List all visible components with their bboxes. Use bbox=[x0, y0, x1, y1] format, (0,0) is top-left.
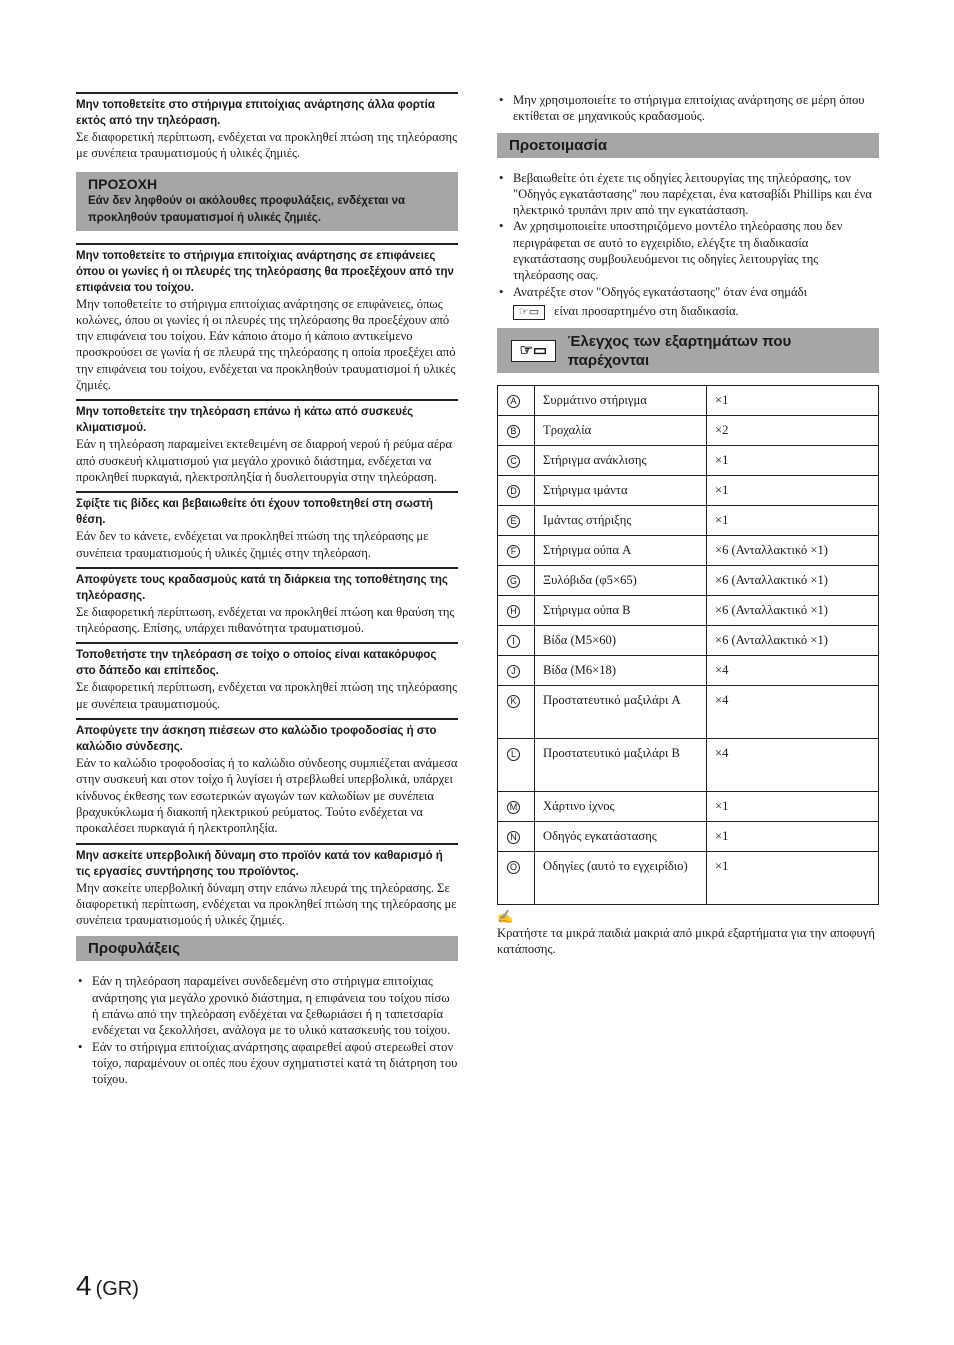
part-letter-cell bbox=[498, 851, 535, 904]
warning-heading: Μην τοποθετείτε την τηλεόραση επάνω ή κάτω από συσκευές κλιματισμού. bbox=[76, 406, 414, 435]
table-row bbox=[498, 791, 879, 821]
table-row bbox=[498, 475, 879, 505]
part-letter: D bbox=[507, 485, 520, 498]
parts-table-body bbox=[498, 385, 879, 904]
part-letter: N bbox=[507, 831, 520, 844]
part-letter-cell bbox=[498, 595, 535, 625]
table-row bbox=[498, 445, 879, 475]
part-name: Βίδα (M6×18) bbox=[535, 655, 707, 685]
table-row bbox=[498, 385, 879, 415]
part-quantity: ×1 bbox=[707, 445, 879, 475]
part-name: Στήριγμα ιμάντα bbox=[535, 475, 707, 505]
part-letter-cell bbox=[498, 791, 535, 821]
warning-heading: Μην ασκείτε υπερβολική δύναμη στο προϊόν κατά τον καθαρισμό ή τις εργασίες συντήρησης του προϊόντος. bbox=[76, 849, 443, 878]
table-row bbox=[498, 535, 879, 565]
warning-block bbox=[76, 642, 458, 712]
warning-heading: Μην τοποθετείτε στο στήριγμα επιτοίχιας ανάρτησης άλλα φορτία εκτός από την τηλεόραση. bbox=[76, 99, 435, 127]
list-item: • Εάν το στήριγμα επιτοίχιας ανάρτησης αφαιρεθεί αφού στερεωθεί στον τοίχο, παραμένουν οι οπές που έχουν σχηματιστεί κατά τη διάτρηση του τοίχου. bbox=[76, 1039, 458, 1088]
part-letter-cell bbox=[498, 738, 535, 791]
list-item: • Βεβαιωθείτε ότι έχετε τις οδηγίες λειτουργίας της τηλεόρασης, τον "Οδηγός εγκατάστασης" που παρέχεται, ένα κατσαβίδι Phillips και ένα ηλεκτρικό τρυπάνι πριν από την εγκατάσταση. bbox=[497, 170, 879, 219]
warning-block bbox=[76, 399, 458, 485]
part-name: Οδηγίες (αυτό το εγχειρίδιο) bbox=[535, 851, 707, 904]
part-quantity: ×1 bbox=[707, 475, 879, 505]
caution-box bbox=[76, 172, 458, 231]
warning-body: Σε διαφορετική περίπτωση, ενδέχεται να προκληθεί πτώση της τηλεόρασης με συνέπεια τραυματισμούς ή υλικές ζημιές. bbox=[76, 130, 458, 161]
part-letter-cell bbox=[498, 685, 535, 738]
part-letter: E bbox=[507, 515, 520, 528]
note-block bbox=[497, 909, 879, 957]
part-quantity: ×2 bbox=[707, 415, 879, 445]
part-quantity: ×6 (Ανταλλακτικό ×1) bbox=[707, 625, 879, 655]
table-row bbox=[498, 821, 879, 851]
top-list bbox=[497, 92, 879, 125]
part-quantity: ×6 (Ανταλλακτικό ×1) bbox=[707, 535, 879, 565]
part-quantity: ×1 bbox=[707, 851, 879, 904]
warning-block bbox=[76, 567, 458, 637]
warning-body: Μην τοποθετείτε το στήριγμα επιτοίχιας ανάρτησης σε επιφάνειες, όπως κολώνες, όπου οι γωνίες ή οι πλευρές της τηλεόρασης θα προεξέχουν από την επιφάνεια του τοίχου. Εάν κάποιο άτομο ή κάποιο αντικείμενο προσκρούσει σε γωνία ή σε πλευρά της τηλεόρασης η οποία προεξέχει από την επιφάνεια του τοίχου, ενδέχεται να προκληθούν τραυματισμοί ή υλικές ζημιές. bbox=[76, 296, 456, 393]
warning-body: Εάν το καλώδιο τροφοδοσίας ή το καλώδιο σύνδεσης συμπιέζεται ανάμεσα στην συσκευή και στον τοίχο ή λυγίσει ή στρεβλωθεί υπερβολικά, υπάρχει κίνδυνος έκθεσης των εσωτερικών αγωγών των καλωδίων με συνέπεια βραχυκύκλωμα ή διακοπή ηλεκτρικού ρεύματος. Τούτο ενδέχεται να προκαλέσει πυρκαγιά ή ηλεκτροπληξία. bbox=[76, 756, 458, 836]
warning-body: Σε διαφορετική περίπτωση, ενδέχεται να προκληθεί πτώση και θραύση της τηλεόρασης. Επίσης, υπάρχει πιθανότητα τραυματισμού. bbox=[76, 604, 455, 636]
parts-table bbox=[497, 385, 879, 905]
table-row bbox=[498, 685, 879, 738]
part-letter: L bbox=[507, 748, 520, 761]
page-number-value: 4 bbox=[76, 1270, 92, 1301]
table-row bbox=[498, 851, 879, 904]
warning-body: Σε διαφορετική περίπτωση, ενδέχεται να προκληθεί πτώση της τηλεόρασης με συνέπεια τραυματισμούς. bbox=[76, 680, 458, 711]
warning-body: Εάν δεν το κάνετε, ενδέχεται να προκληθεί πτώση της τηλεόρασης με συνέπεια τραυματισμούς ή υλικές ζημιές στην τηλεόραση. bbox=[76, 529, 429, 560]
reference-mark-text: είναι προσαρτημένο στη διαδικασία. bbox=[554, 303, 739, 318]
part-name: Προστατευτικό μαξιλάρι B bbox=[535, 738, 707, 791]
table-row bbox=[498, 565, 879, 595]
part-quantity: ×4 bbox=[707, 738, 879, 791]
table-row bbox=[498, 655, 879, 685]
caution-title: ΠΡΟΣΟΧΗ bbox=[88, 175, 158, 192]
warning-block bbox=[76, 718, 458, 836]
part-letter: O bbox=[507, 861, 520, 874]
part-name: Στήριγμα ανάκλισης bbox=[535, 445, 707, 475]
part-name: Ξυλόβιδα (φ5×65) bbox=[535, 565, 707, 595]
part-letter: F bbox=[507, 545, 520, 558]
part-quantity: ×4 bbox=[707, 685, 879, 738]
list-item: • Εάν η τηλεόραση παραμείνει συνδεδεμένη στο στήριγμα επιτοίχιας ανάρτησης για μεγάλο χρονικό διάστημα, η επιφάνεια του τοίχου πίσω ή επάνω από την τηλεόραση ενδέχεται να ξεθωριάσει ή η ταπετσαρία ενδέχεται να ξεκολλήσει, ανάλογα με το υλικό κατασκευής του τοίχου. bbox=[76, 973, 458, 1038]
warning-block bbox=[76, 843, 458, 929]
section-heading-preparation: Προετοιμασία bbox=[497, 133, 879, 158]
installation-guide-icon: ☞▭ bbox=[513, 305, 545, 320]
table-row bbox=[498, 738, 879, 791]
part-letter: C bbox=[507, 455, 520, 468]
list-item: • Αν χρησιμοποιείτε υποστηριζόμενο μοντέλο τηλεόρασης που δεν περιγράφεται σε αυτό το εγχειρίδιο, ελέγξτε τη διαδικασία εγκατάστασης συμβουλευόμενοι τις οδηγίες λειτουργίας της τηλεόρασης σας. bbox=[497, 218, 879, 283]
left-column bbox=[76, 92, 458, 1088]
part-name: Βίδα (M5×60) bbox=[535, 625, 707, 655]
part-letter-cell bbox=[498, 385, 535, 415]
right-column bbox=[497, 92, 879, 957]
part-name: Συρμάτινο στήριγμα bbox=[535, 385, 707, 415]
preparation-list bbox=[497, 170, 879, 300]
part-letter: I bbox=[507, 635, 520, 648]
warning-heading: Αποφύγετε τους κραδασμούς κατά τη διάρκεια της τοποθέτησης της τηλεόρασης. bbox=[76, 573, 448, 602]
part-quantity: ×6 (Ανταλλακτικό ×1) bbox=[707, 595, 879, 625]
warning-body: Εάν η τηλεόραση παραμείνει εκτεθειμένη σε διαρροή νερού ή ρεύμα αέρα από συσκευή κλιματισμού για μεγάλο χρονικό διάστημα, ενδέχεται να προκληθεί πυρκαγιά, ηλεκτροπληξία ή δυσλειτουργία στην τηλεόραση. bbox=[76, 437, 453, 484]
part-name: Στήριγμα ούπα A bbox=[535, 535, 707, 565]
caution-body: Εάν δεν ληφθούν οι ακόλουθες προφυλάξεις, ενδέχεται να προκληθούν τραυματισμοί ή υλικές ζημιές. bbox=[88, 194, 406, 224]
part-letter: K bbox=[507, 695, 520, 708]
part-letter-cell bbox=[498, 821, 535, 851]
part-quantity: ×6 (Ανταλλακτικό ×1) bbox=[707, 565, 879, 595]
part-letter: G bbox=[507, 575, 520, 588]
part-letter-cell bbox=[498, 535, 535, 565]
reference-mark-line bbox=[497, 303, 879, 320]
section-heading-precautions: Προφυλάξεις bbox=[76, 936, 458, 961]
part-name: Οδηγός εγκατάστασης bbox=[535, 821, 707, 851]
language-code: (GR) bbox=[95, 1278, 139, 1300]
table-row bbox=[498, 505, 879, 535]
part-letter-cell bbox=[498, 625, 535, 655]
table-row bbox=[498, 595, 879, 625]
part-quantity: ×1 bbox=[707, 385, 879, 415]
part-letter-cell bbox=[498, 475, 535, 505]
part-name: Τροχαλία bbox=[535, 415, 707, 445]
warning-heading: Σφίξτε τις βίδες και βεβαιωθείτε ότι έχουν τοποθετηθεί στη σωστή θέση. bbox=[76, 498, 433, 527]
part-quantity: ×1 bbox=[707, 821, 879, 851]
part-name: Ιμάντας στήριξης bbox=[535, 505, 707, 535]
warning-block bbox=[76, 243, 458, 394]
part-quantity: ×1 bbox=[707, 505, 879, 535]
warning-body: Μην ασκείτε υπερβολική δύναμη στην επάνω πλευρά της τηλεόρασης. Σε διαφορετική περίπτωση, ενδέχεται να προκληθεί πτώση της τηλεόρασης με συνέπεια τραυματισμούς ή υλικές ζημιές. bbox=[76, 880, 457, 928]
part-quantity: ×4 bbox=[707, 655, 879, 685]
table-row bbox=[498, 415, 879, 445]
part-name: Προστατευτικό μαξιλάρι A bbox=[535, 685, 707, 738]
installation-guide-icon: ☞▭ bbox=[511, 340, 556, 362]
part-letter-cell bbox=[498, 655, 535, 685]
part-letter: M bbox=[507, 801, 520, 814]
page-number bbox=[76, 1270, 139, 1302]
part-letter-cell bbox=[498, 505, 535, 535]
note-pencil-icon: ✍ bbox=[497, 908, 514, 924]
warning-heading: Τοποθετήστε την τηλεόραση σε τοίχο ο οποίος είναι κατακόρυφος στο δάπεδο και επίπεδος. bbox=[76, 649, 437, 678]
warning-block bbox=[76, 491, 458, 561]
part-quantity: ×1 bbox=[707, 791, 879, 821]
list-item: • Ανατρέξτε στον "Οδηγός εγκατάστασης" όταν ένα σημάδι bbox=[497, 284, 879, 300]
part-letter-cell bbox=[498, 445, 535, 475]
part-name: Χάρτινο ίχνος bbox=[535, 791, 707, 821]
section-title: Έλεγχος των εξαρτημάτων που παρέχονται bbox=[567, 332, 792, 369]
warning-heading: Αποφύγετε την άσκηση πιέσεων στο καλώδιο τροφοδοσίας ή στο καλώδιο σύνδεσης. bbox=[76, 725, 437, 754]
warning-heading: Μην τοποθετείτε το στήριγμα επιτοίχιας ανάρτησης σε επιφάνειες όπου οι γωνίες ή οι πλευρές της τηλεόρασης θα προεξέχουν από την επιφάνεια του τοίχου. bbox=[76, 249, 454, 294]
table-row bbox=[498, 625, 879, 655]
part-letter: B bbox=[507, 425, 520, 438]
note-text: Κρατήστε τα μικρά παιδιά μακριά από μικρά εξαρτήματα για την αποφυγή κατάποσης. bbox=[497, 925, 875, 956]
precautions-list bbox=[76, 973, 458, 1087]
part-letter: A bbox=[507, 395, 520, 408]
warning-block bbox=[76, 92, 458, 162]
part-letter-cell bbox=[498, 415, 535, 445]
list-item: • Μην χρησιμοποιείτε το στήριγμα επιτοίχιας ανάρτησης σε μέρη όπου εκτίθεται σε μηχανικούς κραδασμούς. bbox=[497, 92, 879, 125]
part-letter: H bbox=[507, 605, 520, 618]
part-name: Στήριγμα ούπα B bbox=[535, 595, 707, 625]
section-heading-parts-check bbox=[497, 328, 879, 373]
part-letter: J bbox=[507, 665, 520, 678]
part-letter-cell bbox=[498, 565, 535, 595]
